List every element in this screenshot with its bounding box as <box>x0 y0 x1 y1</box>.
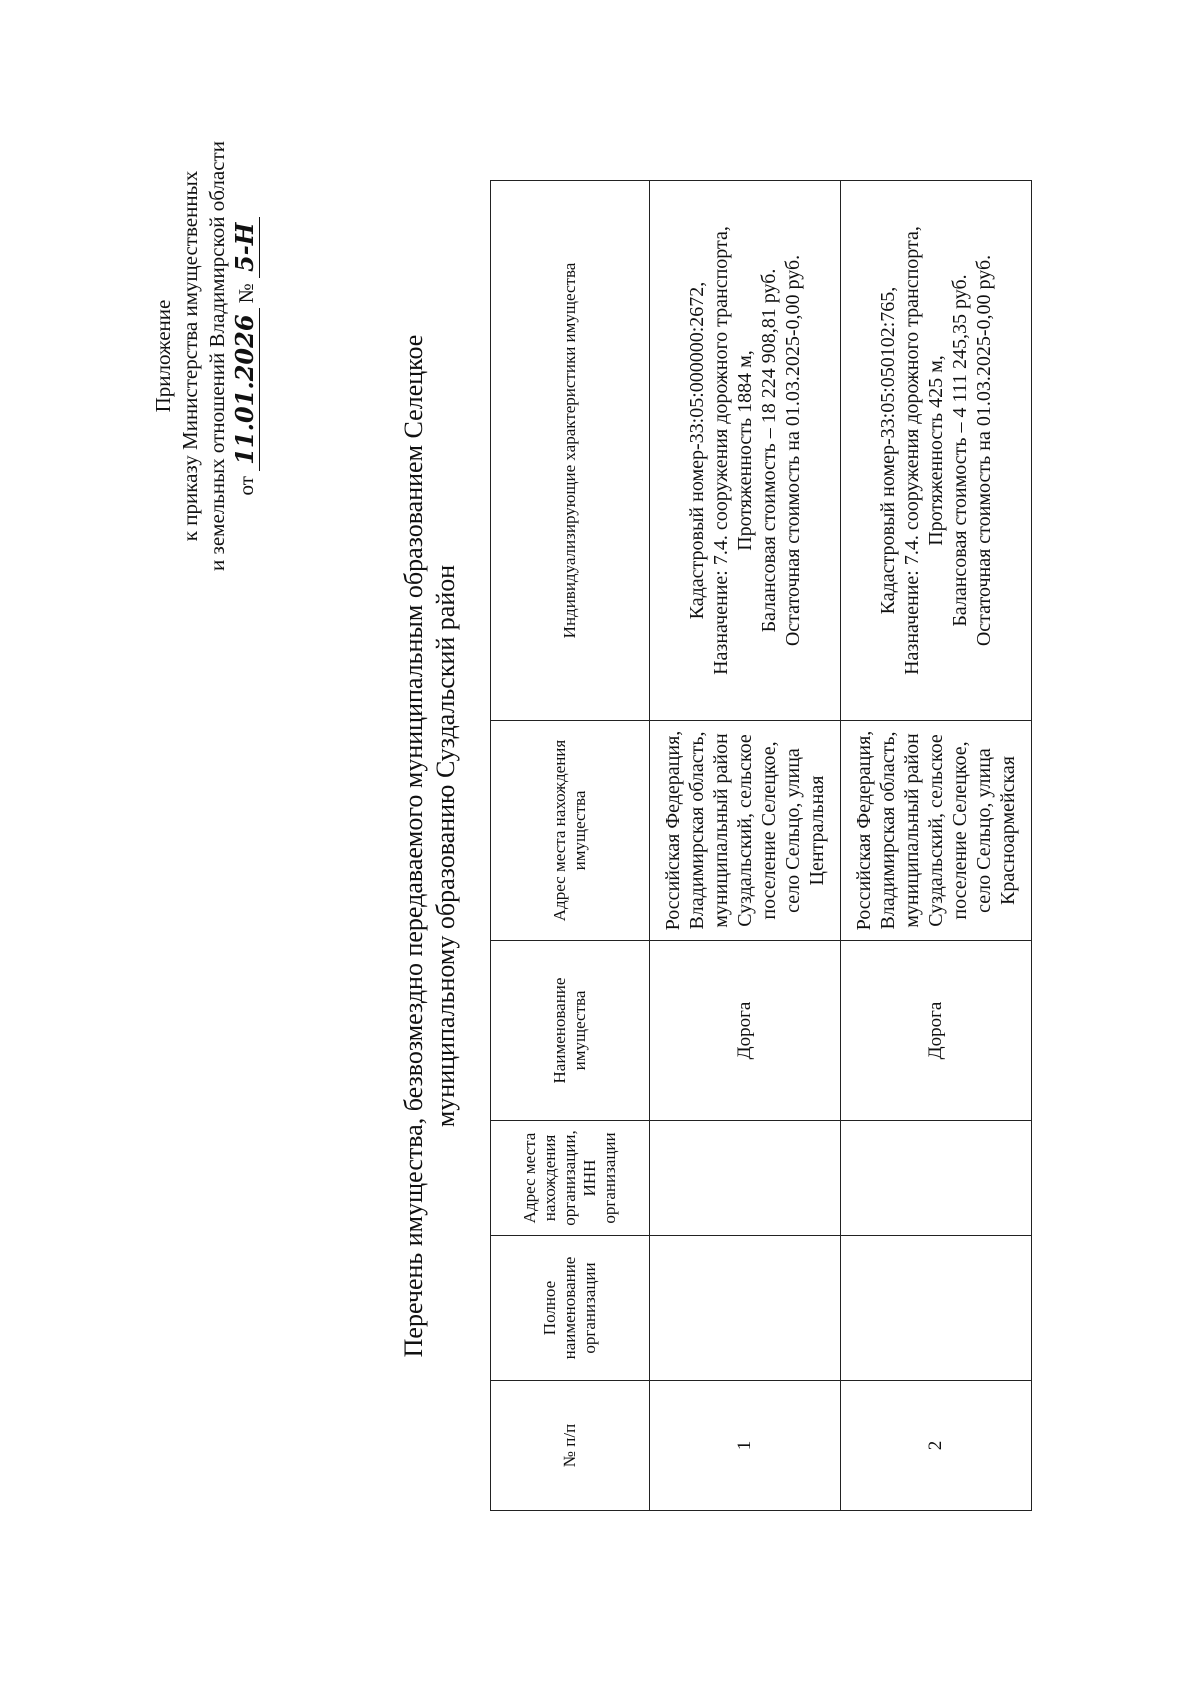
table-header-row <box>491 181 650 1511</box>
header-property-name: Наименование имущества <box>491 941 650 1121</box>
appendix-line-order: к приказу Министерства имущественных <box>178 170 202 542</box>
appendix-line-ministry: и земельных отношений Владимирской области <box>205 141 229 571</box>
row-property-address: Российская Федерация, Владимирская область, муниципальный район Суздальский, сельское поселение Селецкое, село Сельцо, улица Красноармейская <box>841 721 1032 941</box>
handwritten-number: 5-Н <box>230 217 260 278</box>
residual-value: Остаточная стоимость на 01.03.2025-0,00 руб. <box>782 254 804 647</box>
row-org-address <box>841 1121 1032 1236</box>
title-line-2: муниципальному образованию Суздальский район <box>431 564 460 1128</box>
row-property-name: Дорога <box>650 941 841 1121</box>
balance-value: Балансовая стоимость – 18 224 908,81 руб. <box>758 268 780 633</box>
residual-value: Остаточная стоимость на 01.03.2025-0,00 руб. <box>973 254 995 647</box>
title-line-1: Перечень имущества, безвозмездно передаваемого муниципальным образованием Селецкое <box>399 334 428 1358</box>
header-number: № п/п <box>491 1381 650 1511</box>
number-prefix: № <box>234 283 258 304</box>
row-org-name <box>841 1236 1032 1381</box>
appendix-date-number <box>231 96 260 616</box>
row-characteristics <box>841 181 1032 721</box>
appendix-header <box>150 96 260 616</box>
header-characteristics: Индивидуализирующие характеристики имущества <box>491 181 650 721</box>
length: Протяженность 1884 м, <box>734 350 756 551</box>
appendix-title: Приложение <box>151 299 175 413</box>
date-prefix: от <box>234 476 258 496</box>
row-number: 1 <box>650 1381 841 1511</box>
cadastral-number: Кадастровый номер-33:05:050102:765, <box>877 286 899 615</box>
row-number: 2 <box>841 1381 1032 1511</box>
purpose: Назначение: 7.4. сооружения дорожного транспорта, <box>901 226 923 675</box>
cadastral-number: Кадастровый номер-33:05:000000:2672, <box>686 281 708 620</box>
row-org-address <box>650 1121 841 1236</box>
row-property-name: Дорога <box>841 941 1032 1121</box>
document-title <box>398 196 462 1496</box>
property-table <box>490 180 1032 1511</box>
balance-value: Балансовая стоимость – 4 111 245,35 руб. <box>949 274 971 627</box>
row-org-name <box>650 1236 841 1381</box>
purpose: Назначение: 7.4. сооружения дорожного транспорта, <box>710 226 732 675</box>
header-org-name: Полное наименование организации <box>491 1236 650 1381</box>
header-property-address: Адрес места нахождения имущества <box>491 721 650 941</box>
length: Протяженность 425 м, <box>925 355 947 546</box>
row-property-address: Российская Федерация, Владимирская область, муниципальный район Суздальский, сельское поселение Селецкое, село Сельцо, улица Центральная <box>650 721 841 941</box>
table-row <box>841 181 1032 1511</box>
table-row <box>650 181 841 1511</box>
row-characteristics <box>650 181 841 721</box>
header-org-address: Адрес места нахождения организации, ИНН организации <box>491 1121 650 1236</box>
handwritten-date: 11.01.2026 <box>230 308 260 470</box>
